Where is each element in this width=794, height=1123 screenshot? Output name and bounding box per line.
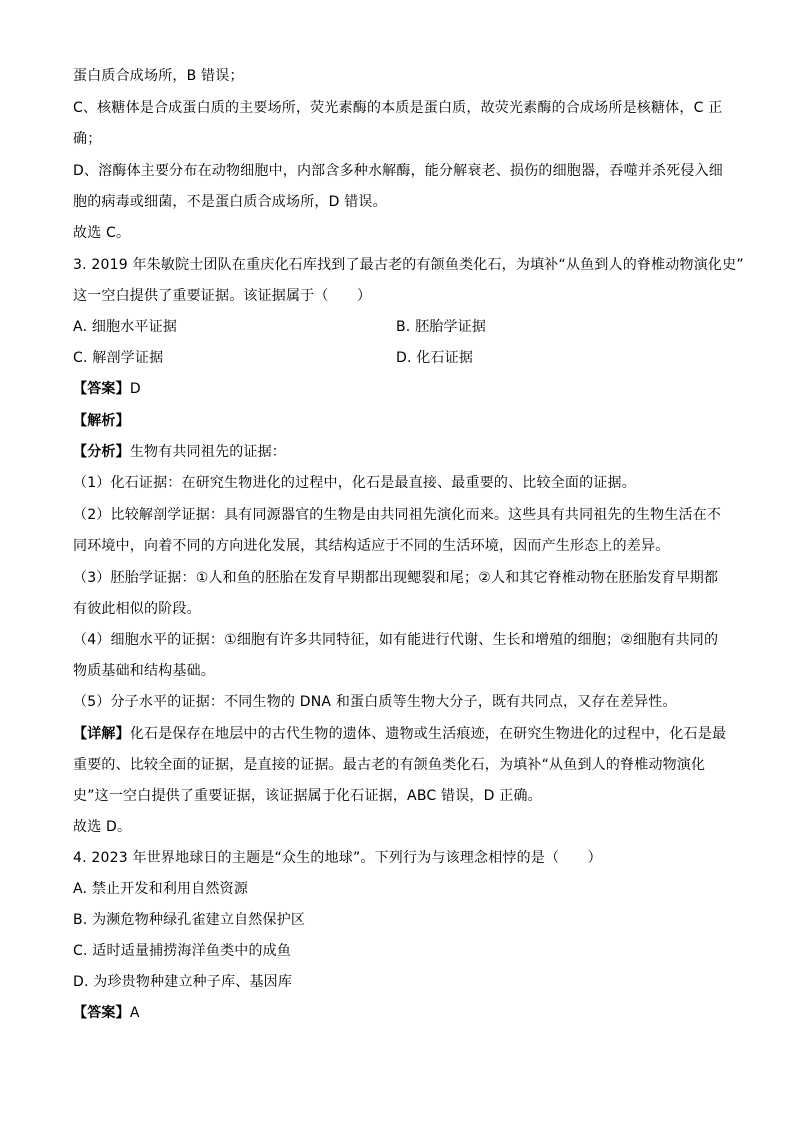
q4-answer — [73, 1003, 140, 1023]
analysis-line: 同环境中，向着不同的方向进化发展，其结构适应于不同的生活环境，因而产生形态上的差异。 — [73, 538, 670, 554]
detail-line: 重要的、比较全面的证据，是直接的证据。最古老的有颌鱼类化石，为填补“从鱼到人的脊椎动物演化 — [73, 757, 706, 773]
analysis-line: 有彼此相似的阶段。 — [73, 601, 201, 617]
analysis-line: （4）细胞水平的证据：①细胞有许多共同特征，如有能进行代谢、生长和增殖的细胞；②细胞有共同的 — [73, 632, 719, 648]
analysis-line: （3）胚胎学证据：①人和鱼的胚胎在发育早期都出现鳃裂和尾；②人和其它脊椎动物在胚胎发育早期都 — [73, 570, 719, 586]
analysis-line: （2）比较解剖学证据：具有同源器官的生物是由共同祖先演化而来。这些具有共同祖先的生物生活在不 — [73, 507, 722, 523]
answer-value: A — [129, 1005, 140, 1021]
answer-tag: 【答案】 — [73, 381, 130, 397]
question-3-stem-cont: 这一空白提供了重要证据。该证据属于（ ） — [73, 288, 372, 304]
text-line: 故选 C。 — [73, 225, 131, 241]
fenxi-tag: 【分析】 — [73, 444, 130, 460]
answer-tag: 【答案】 — [73, 1005, 130, 1021]
question-4-stem: 4. 2023 年世界地球日的主题是“众生的地球”。下列行为与该理念相悖的是（ ） — [73, 850, 602, 866]
fenxi-text: 生物有共同祖先的证据： — [129, 444, 287, 460]
analysis-line: （1）化石证据：在研究生物进化的过程中，化石是最直接、最重要的、比较全面的证据。 — [73, 475, 636, 491]
text-line: 确； — [73, 131, 102, 147]
q3-answer — [73, 379, 141, 399]
detail-text: 化石是保存在地层中的古代生物的遗体、遗物或生活痕迹，在研究生物进化的过程中，化石是最 — [129, 726, 727, 742]
detail-line: 史”这一空白提供了重要证据，该证据属于化石证据，ABC 错误，D 正确。 — [73, 788, 542, 804]
q3-option-b: B. 胚胎学证据 — [396, 319, 487, 335]
q3-option-d: D. 化石证据 — [396, 350, 474, 366]
q4-option-c: C. 适时适量捕捞海洋鱼类中的成鱼 — [73, 943, 292, 959]
answer-value: D — [129, 381, 141, 397]
q3-detail — [73, 724, 726, 744]
q3-option-c: C. 解剖学证据 — [73, 350, 164, 366]
text-line: C、核糖体是合成蛋白质的主要场所，荧光素酶的本质是蛋白质，故荧光素酶的合成场所是核糖体，C 正 — [73, 100, 723, 116]
analysis-line: （5）分子水平的证据：不同生物的 DNA 和蛋白质等生物大分子，既有共同点，又存在差异性。 — [73, 694, 677, 710]
q3-jiexi-tag: 【解析】 — [73, 413, 130, 429]
detail-tag: 【详解】 — [73, 726, 130, 742]
text-line: 胞的病毒或细菌，不是蛋白质合成场所，D 错误。 — [73, 194, 387, 210]
text-line: 蛋白质合成场所，B 错误； — [73, 68, 244, 84]
q4-option-b: B. 为濒危物种绿孔雀建立自然保护区 — [73, 912, 306, 928]
text-line: D、溶酶体主要分布在动物细胞中，内部含多种水解酶，能分解衰老、损伤的细胞器，吞噬并杀死侵入细 — [73, 163, 723, 179]
q4-option-d: D. 为珍贵物种建立种子库、基因库 — [73, 974, 293, 990]
q3-option-a: A. 细胞水平证据 — [73, 319, 178, 335]
analysis-line: 物质基础和结构基础。 — [73, 663, 215, 679]
detail-line: 故选 D。 — [73, 819, 132, 835]
q3-fenxi — [73, 442, 286, 462]
question-3-stem: 3. 2019 年朱敏院士团队在重庆化石库找到了最古老的有颌鱼类化石，为填补“从鱼到人的脊椎动物演化史” — [73, 257, 744, 273]
q4-option-a: A. 禁止开发和利用自然资源 — [73, 881, 249, 897]
